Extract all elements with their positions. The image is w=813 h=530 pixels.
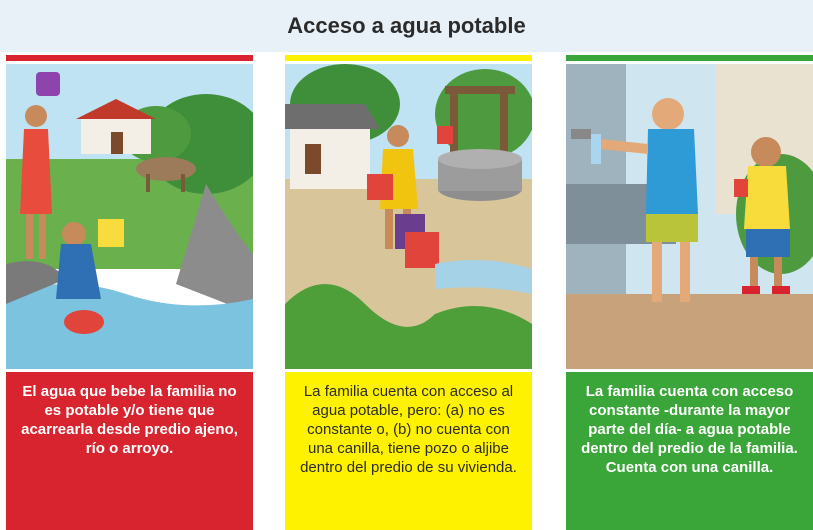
panel-green (566, 55, 813, 476)
red-stripe (6, 55, 253, 61)
caption-box-yellow (285, 372, 532, 530)
caption-green: La familia cuenta con acceso constante -durante la mayor parte del día- a agua potable dentro del predio de la familia. Cuenta con una canilla. (581, 383, 798, 476)
panel-red (6, 55, 253, 476)
caption-box-green (566, 372, 813, 530)
caption-red: El agua que bebe la familia no es potable y/o tiene que acarrearla desde predio ajeno, río o arroyo. (21, 383, 238, 457)
page-title: Acceso a agua potable (287, 13, 526, 38)
well-scene-illustration (285, 64, 532, 369)
tap-scene-illustration (566, 64, 813, 369)
river-scene-illustration (6, 64, 253, 369)
caption-box-red (6, 372, 253, 530)
caption-yellow: La familia cuenta con acceso al agua potable, pero: (a) no es constante o, (b) no cuenta con una canilla, tiene pozo o aljibe dentro del predio de su vivienda. (300, 383, 517, 476)
title-bar (0, 0, 813, 52)
green-stripe (566, 55, 813, 61)
panel-yellow (285, 55, 532, 476)
yellow-stripe (285, 55, 532, 61)
